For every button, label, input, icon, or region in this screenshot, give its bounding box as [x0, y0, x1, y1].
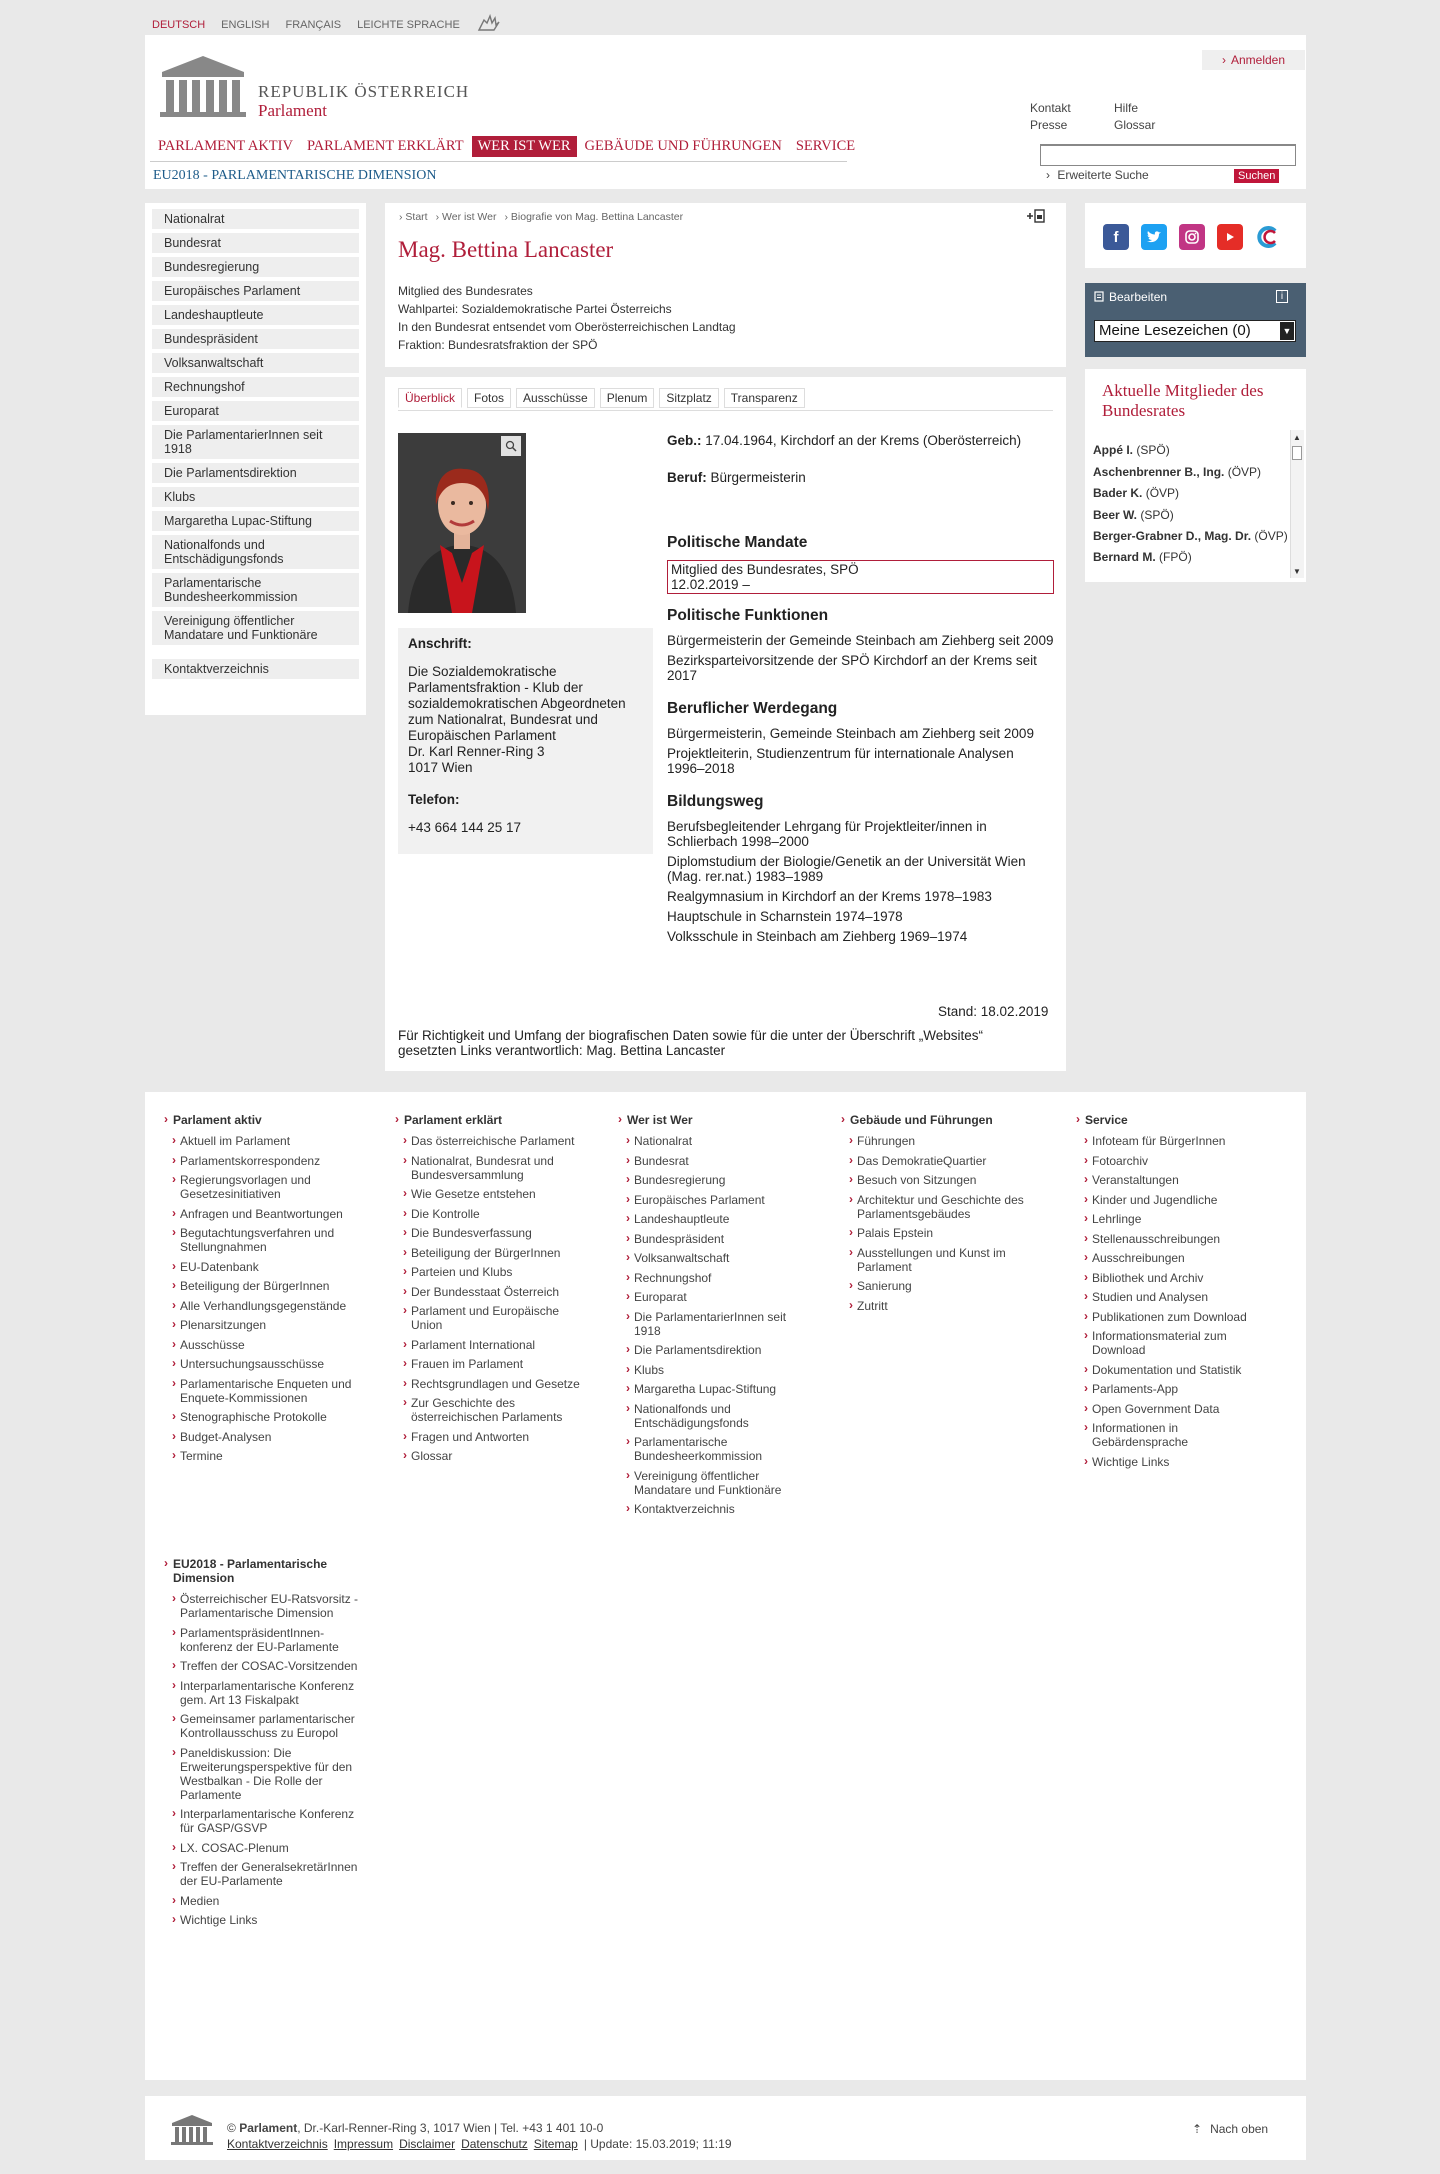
mediathek-icon[interactable]: [1255, 224, 1281, 250]
sitemap-link[interactable]: › Ausschüsse: [160, 1338, 355, 1352]
sitemap-link[interactable]: › Informationen in Gebärdensprache: [1072, 1421, 1267, 1449]
login-button[interactable]: [1202, 50, 1305, 70]
address-heading: Anschrift:: [408, 636, 472, 651]
sidebar-item-vereinigung[interactable]: Vereinigung öffentlicher Mandatare und Funktionäre: [152, 611, 359, 645]
info-icon[interactable]: i: [1276, 290, 1288, 303]
sitemap-link[interactable]: › Europarat: [614, 1290, 809, 1304]
sitemap-link[interactable]: › Vereinigung öffentlicher Mandatare und Funktionäre: [614, 1469, 809, 1497]
sitemap-col-parlament-erklaert: [391, 1113, 586, 1469]
bio-line-fraction: Fraktion: Bundesratsfraktion der SPÖ: [398, 338, 598, 352]
sitemap-link[interactable]: › Dokumentation und Statistik: [1072, 1363, 1267, 1377]
member-party: (ÖVP): [1254, 529, 1288, 543]
nav-service[interactable]: SERVICE: [795, 138, 856, 154]
footer-address-text: , Dr.-Karl-Renner-Ring 3, 1017 Wien | Tel. +43 1 401 10-0: [297, 2121, 604, 2135]
sitemap-link[interactable]: › EU-Datenbank: [160, 1260, 355, 1274]
member-name: Appé I.: [1093, 443, 1134, 457]
sidebar-item-nationalfonds[interactable]: Nationalfonds und Entschädigungsfonds: [152, 535, 359, 569]
sitemap-link[interactable]: › Bibliothek und Archiv: [1072, 1271, 1267, 1285]
logo-title: REPUBLIK ÖSTERREICH: [258, 82, 470, 101]
birth-row: [667, 433, 1054, 448]
export-icon[interactable]: [1026, 208, 1046, 227]
link-glossar[interactable]: Glossar: [1114, 118, 1156, 132]
sitemap-heading[interactable]: › Service: [1072, 1113, 1267, 1127]
profession-label: Beruf:: [667, 470, 707, 485]
bio-details: [667, 433, 1054, 949]
education-item: Diplomstudium der Biologie/Genetik an der Universität Wien (Mag. rer.nat.) 1983–1989: [667, 854, 1026, 884]
sitemap-link[interactable]: › Die Parlamentsdirektion: [614, 1343, 809, 1357]
nav-parlament-erklaert[interactable]: PARLAMENT ERKLÄRT: [306, 138, 464, 154]
sitemap-link[interactable]: › Paneldiskussion: Die Erweiterungsperspektive für den Westbalkan - Die Rolle der Parlamente: [160, 1746, 370, 1802]
sitemap-link[interactable]: › Die Bundesverfassung: [391, 1226, 586, 1240]
sitemap-link[interactable]: › Zutritt: [837, 1299, 1032, 1313]
sitemap-link[interactable]: › Fotoarchiv: [1072, 1154, 1267, 1168]
sidebar-item-volksanwaltschaft[interactable]: Volksanwaltschaft: [152, 353, 359, 373]
sitemap-link[interactable]: › Parlamentskorrespondenz: [160, 1154, 355, 1168]
breadcrumb-wer-ist-wer[interactable]: › Wer ist Wer: [435, 211, 497, 223]
tab-ueberblick[interactable]: Überblick: [398, 388, 462, 408]
stand-date: Stand: 18.02.2019: [938, 1004, 1049, 1019]
footer-link-disclaimer[interactable]: Disclaimer: [399, 2137, 456, 2151]
sidebar-item-klubs[interactable]: Klubs: [152, 487, 359, 507]
list-item[interactable]: [1093, 483, 1289, 505]
profession-row: [667, 470, 1054, 485]
footer-link-impressum[interactable]: Impressum: [333, 2137, 394, 2151]
sitemap-link[interactable]: › Sanierung: [837, 1279, 1032, 1293]
sitemap-link[interactable]: › Anfragen und Beantwortungen: [160, 1207, 355, 1221]
edit-panel-label: Bearbeiten: [1109, 290, 1168, 304]
sitemap-link[interactable]: › Parlaments-App: [1072, 1382, 1267, 1396]
tab-fotos[interactable]: Fotos: [467, 388, 511, 408]
sitemap-link[interactable]: › Rechnungshof: [614, 1271, 809, 1285]
sitemap-link[interactable]: › Nationalrat: [614, 1134, 809, 1148]
member-name: Aschenbrenner B., Ing.: [1093, 464, 1225, 479]
scroll-up-icon[interactable]: ▲: [1293, 432, 1301, 442]
sitemap-link[interactable]: › Wichtige Links: [1072, 1455, 1267, 1469]
login-label: Anmelden: [1230, 53, 1286, 67]
sitemap-link[interactable]: › Open Government Data: [1072, 1402, 1267, 1416]
address-line-3: 1017 Wien: [408, 760, 473, 775]
function-item: Bürgermeisterin der Gemeinde Steinbach am Ziehberg seit 2009: [667, 633, 1054, 648]
address-box: [398, 628, 653, 854]
sitemap-col-service: [1072, 1113, 1267, 1474]
sitemap-link[interactable]: › Volksanwaltschaft: [614, 1251, 809, 1265]
sidebar-item-lupac-stiftung[interactable]: Margaretha Lupac-Stiftung: [152, 511, 359, 531]
sitemap-link[interactable]: › Nationalfonds und Entschädigungsfonds: [614, 1402, 809, 1430]
career-heading: Beruflicher Werdegang: [667, 700, 838, 717]
mandates-heading: Politische Mandate: [667, 534, 808, 551]
sidebar-item-bundesregierung[interactable]: Bundesregierung: [152, 257, 359, 277]
sitemap-col-parlament-aktiv: [160, 1113, 355, 1469]
language-bar: [152, 14, 500, 35]
sitemap-link[interactable]: › Fragen und Antworten: [391, 1430, 586, 1444]
breadcrumb-start[interactable]: › Start: [399, 211, 428, 223]
mandate-box: [667, 560, 1054, 594]
sitemap-heading[interactable]: › Parlament aktiv: [160, 1113, 355, 1127]
career-item: Projektleiterin, Studienzentrum für internationale Analysen 1996–2018: [667, 746, 1014, 776]
back-to-top-label: Nach oben: [1210, 2122, 1269, 2136]
bookmark-icon: [1094, 291, 1104, 302]
phone-heading: Telefon:: [408, 792, 460, 807]
footer-logo-icon: [170, 2114, 214, 2146]
sitemap-link[interactable]: › Bundespräsident: [614, 1232, 809, 1246]
sitemap-link[interactable]: › Budget-Analysen: [160, 1430, 355, 1444]
sidebar-item-bundesheerkommission[interactable]: Parlamentarische Bundesheerkommission: [152, 573, 359, 607]
link-presse[interactable]: Presse: [1030, 118, 1068, 132]
sitemap-link[interactable]: › Beteiligung der BürgerInnen: [391, 1246, 586, 1260]
sitemap-link[interactable]: › Europäisches Parlament: [614, 1193, 809, 1207]
sitemap-link[interactable]: › Treffen der COSAC-Vorsitzenden: [160, 1659, 370, 1673]
sitemap-link[interactable]: › Wichtige Links: [160, 1913, 370, 1927]
lang-english[interactable]: ENGLISH: [221, 18, 270, 31]
nav-gebaeude-fuehrungen[interactable]: GEBÄUDE UND FÜHRUNGEN: [584, 138, 782, 154]
link-kontakt[interactable]: Kontakt: [1030, 101, 1071, 115]
sitemap-link[interactable]: › Frauen im Parlament: [391, 1357, 586, 1371]
zoom-icon[interactable]: [501, 436, 521, 456]
breadcrumb-current-label: Biografie von Mag. Bettina Lancaster: [510, 211, 684, 223]
footer-address: [227, 2121, 603, 2135]
nav-divider: [150, 161, 847, 162]
member-name: Beer W.: [1093, 507, 1138, 522]
chevron-right-icon: ›: [1046, 168, 1050, 182]
search-button[interactable]: Suchen: [1234, 169, 1279, 183]
member-party: (ÖVP): [1145, 486, 1180, 500]
back-to-top-link[interactable]: [1192, 2122, 1268, 2136]
sitemap-link[interactable]: › Beteiligung der BürgerInnen: [160, 1279, 355, 1293]
arrow-up-icon: ⇡: [1192, 2122, 1203, 2136]
lang-leichte-sprache[interactable]: LEICHTE SPRACHE: [357, 18, 460, 31]
list-item[interactable]: [1093, 547, 1289, 569]
nav-parlament-aktiv[interactable]: PARLAMENT AKTIV: [158, 138, 293, 154]
sitemap-link[interactable]: › Parlament International: [391, 1338, 586, 1352]
sitemap-col-eu2018: [160, 1557, 370, 1933]
sitemap-link[interactable]: › Parlament und Europäische Union: [391, 1304, 586, 1332]
sitemap-link[interactable]: › Regierungsvorlagen und Gesetzesinitiativen: [160, 1173, 355, 1201]
tab-plenum[interactable]: Plenum: [600, 388, 655, 408]
list-item[interactable]: [1093, 462, 1289, 484]
scroll-thumb[interactable]: [1292, 446, 1302, 460]
tab-sitzplatz[interactable]: Sitzplatz: [659, 388, 718, 408]
sitemap-link[interactable]: › Aktuell im Parlament: [160, 1134, 355, 1148]
sitemap-link[interactable]: › Studien und Analysen: [1072, 1290, 1267, 1304]
member-name: Bernard M.: [1093, 550, 1156, 564]
facebook-icon[interactable]: f: [1103, 224, 1129, 250]
education-item: Hauptschule in Scharnstein 1974–1978: [667, 909, 903, 924]
utility-links: [1030, 101, 1194, 132]
sitemap-link[interactable]: › Klubs: [614, 1363, 809, 1377]
mandate-date: 12.02.2019 –: [671, 577, 750, 592]
sitemap-link[interactable]: › Ausschreibungen: [1072, 1251, 1267, 1265]
nav-wer-ist-wer[interactable]: WER IST WER: [472, 136, 577, 157]
nav-eu2018[interactable]: EU2018 - PARLAMENTARISCHE DIMENSION: [153, 168, 437, 183]
advanced-search-link[interactable]: [1046, 168, 1149, 182]
sitemap-link[interactable]: › Stenographische Protokolle: [160, 1410, 355, 1424]
breadcrumb-wer-label: Wer ist Wer: [442, 211, 497, 223]
sitemap-link[interactable]: › Begutachtungsverfahren und Stellungnahmen: [160, 1226, 355, 1254]
career-item: Bürgermeisterin, Gemeinde Steinbach am Ziehberg seit 2009: [667, 726, 1034, 741]
sitemap-link[interactable]: › Plenarsitzungen: [160, 1318, 355, 1332]
scroll-down-icon[interactable]: ▼: [1293, 566, 1301, 576]
sitemap-link[interactable]: › Landeshauptleute: [614, 1212, 809, 1226]
education-item: Berufsbegleitender Lehrgang für Projektleiter/innen in Schlierbach 1998–2000: [667, 819, 987, 849]
sitemap-link[interactable]: › Margaretha Lupac-Stiftung: [614, 1382, 809, 1396]
edit-panel-title: [1094, 290, 1167, 304]
address-line-2: Dr. Karl Renner-Ring 3: [408, 744, 545, 759]
sidebar-item-europaeisches-parlament[interactable]: Europäisches Parlament: [152, 281, 359, 301]
youtube-icon[interactable]: [1217, 224, 1243, 250]
education-item: Volksschule in Steinbach am Ziehberg 1969–1974: [667, 929, 968, 944]
sitemap-link[interactable]: › Kontaktverzeichnis: [614, 1502, 809, 1516]
sitemap-heading[interactable]: › EU2018 - Parlamentarische Dimension: [160, 1557, 370, 1585]
sitemap-link[interactable]: › Architektur und Geschichte des Parlamentsgebäudes: [837, 1193, 1032, 1221]
main-nav: [152, 136, 863, 157]
list-item[interactable]: [1093, 440, 1289, 462]
sitemap-link[interactable]: › Führungen: [837, 1134, 1032, 1148]
bio-line-party: Wahlpartei: Sozialdemokratische Partei Österreichs: [398, 302, 672, 316]
sitemap-link[interactable]: › Untersuchungsausschüsse: [160, 1357, 355, 1371]
member-name: Bader K.: [1093, 486, 1143, 500]
sitemap-link[interactable]: › Das österreichische Parlament: [391, 1134, 586, 1148]
sitemap-link[interactable]: › LX. COSAC-Plenum: [160, 1841, 370, 1855]
footer-link-kontaktverzeichnis[interactable]: Kontaktverzeichnis: [227, 2137, 328, 2151]
sitemap-link[interactable]: › Die ParlamentarierInnen seit 1918: [614, 1310, 809, 1338]
sitemap-link[interactable]: › Termine: [160, 1449, 355, 1463]
sitemap-link[interactable]: › Zur Geschichte des österreichischen Parlaments: [391, 1396, 586, 1424]
breadcrumb-current: › Biografie von Mag. Bettina Lancaster: [504, 211, 684, 223]
sitemap-link[interactable]: › Das DemokratieQuartier: [837, 1154, 1032, 1168]
chevron-down-icon[interactable]: ▼: [1280, 322, 1294, 340]
sitemap-link[interactable]: › Bundesrat: [614, 1154, 809, 1168]
sidebar-item-rechnungshof[interactable]: Rechnungshof: [152, 377, 359, 397]
bio-line-role: Mitglied des Bundesrates: [398, 284, 533, 298]
lang-deutsch[interactable]: DEUTSCH: [152, 18, 206, 31]
tab-transparenz[interactable]: Transparenz: [724, 388, 805, 408]
sitemap-col-gebaeude: [837, 1113, 1032, 1318]
phone-number[interactable]: +43 664 144 25 17: [408, 820, 521, 835]
twitter-icon[interactable]: [1141, 224, 1167, 250]
mandate-title: Mitglied des Bundesrates, SPÖ: [671, 562, 859, 577]
instagram-icon[interactable]: [1179, 224, 1205, 250]
sitemap-link[interactable]: › Parlamentarische Bundesheerkommission: [614, 1435, 809, 1463]
bio-summary: [398, 282, 736, 354]
sitemap-link[interactable]: › Rechtsgrundlagen und Gesetze: [391, 1377, 586, 1391]
bookmarks-select[interactable]: Meine Lesezeichen (0): [1094, 320, 1296, 342]
sidebar-item-europarat[interactable]: Europarat: [152, 401, 359, 421]
list-item[interactable]: [1093, 529, 1289, 544]
copyright: ©: [227, 2121, 236, 2135]
sitemap-link[interactable]: › Parteien und Klubs: [391, 1265, 586, 1279]
logo-subtitle: Parlament: [258, 101, 327, 120]
bio-tabs: [398, 388, 805, 408]
sitemap-link[interactable]: › Interparlamentarische Konferenz für GASP/GSVP: [160, 1807, 370, 1835]
portrait-photo[interactable]: [398, 433, 526, 613]
tab-ausschuesse[interactable]: Ausschüsse: [516, 388, 595, 408]
footer-update: | Update: 15.03.2019; 11:19: [583, 2137, 732, 2151]
lang-francais[interactable]: FRANÇAIS: [285, 18, 342, 31]
sitemap-link[interactable]: › Wie Gesetze entstehen: [391, 1187, 586, 1201]
sitemap-link[interactable]: › Medien: [160, 1894, 370, 1908]
bio-line-delegation: In den Bundesrat entsendet vom Oberösterreichischen Landtag: [398, 320, 736, 334]
sitemap-link[interactable]: › Interparlamentarische Konferenz gem. Art 13 Fiskalpakt: [160, 1679, 370, 1707]
sitemap-link[interactable]: › Die Kontrolle: [391, 1207, 586, 1221]
member-party: (SPÖ): [1140, 507, 1174, 522]
member-name: Berger-Grabner D., Mag. Dr.: [1093, 529, 1252, 543]
sitemap-col-wer-ist-wer: [614, 1113, 809, 1522]
birth-value: 17.04.1964, Kirchdorf an der Krems (Oberösterreich): [705, 433, 1022, 448]
sidebar-item-bundesrat[interactable]: Bundesrat: [152, 233, 359, 253]
sitemap-link[interactable]: › Österreichischer EU-Ratsvorsitz - Parlamentarische Dimension: [160, 1592, 370, 1620]
member-party: (FPÖ): [1159, 550, 1192, 564]
sitemap-link[interactable]: › Gemeinsamer parlamentarischer Kontrollausschuss zu Europol: [160, 1712, 370, 1740]
sitemap-link[interactable]: › Infoteam für BürgerInnen: [1072, 1134, 1267, 1148]
member-party: (ÖVP): [1227, 464, 1262, 479]
sitemap-link[interactable]: › Lehrlinge: [1072, 1212, 1267, 1226]
page-title: Mag. Bettina Lancaster: [398, 237, 614, 262]
profession-value: Bürgermeisterin: [710, 470, 806, 485]
sitemap-link[interactable]: › ParlamentspräsidentInnen-konferenz der EU-Parlamente: [160, 1626, 370, 1654]
sign-language-icon[interactable]: [476, 14, 500, 35]
function-item: Bezirksparteivorsitzende der SPÖ Kirchdorf an der Krems seit 2017: [667, 653, 1037, 683]
footer-link-datenschutz[interactable]: Datenschutz: [461, 2137, 528, 2151]
sidebar-item-bundespraesident[interactable]: Bundespräsident: [152, 329, 359, 349]
sitemap-link[interactable]: › Nationalrat, Bundesrat und Bundesversammlung: [391, 1154, 586, 1182]
sitemap-link[interactable]: › Palais Epstein: [837, 1226, 1032, 1240]
sidebar-item-nationalrat[interactable]: Nationalrat: [152, 209, 359, 229]
sitemap-link[interactable]: › Veranstaltungen: [1072, 1173, 1267, 1187]
parliament-logo-icon[interactable]: [158, 54, 248, 118]
sitemap-link[interactable]: › Ausstellungen und Kunst im Parlament: [837, 1246, 1032, 1274]
sitemap-link[interactable]: › Stellenausschreibungen: [1072, 1232, 1267, 1246]
sidebar-item-parlamentsdirektion[interactable]: Die Parlamentsdirektion: [152, 463, 359, 483]
breadcrumb-start-label: Start: [405, 211, 428, 223]
responsibility-note: Für Richtigkeit und Umfang der biografischen Daten sowie für die unter der Überschrift „Websites“ gesetzten Links verantwortlich: Mag. Bettina Lancaster: [398, 1028, 984, 1058]
sitemap-link[interactable]: › Alle Verhandlungsgegenstände: [160, 1299, 355, 1313]
education-heading: Bildungsweg: [667, 793, 764, 810]
sidebar: [145, 203, 366, 715]
breadcrumb: [399, 211, 683, 223]
functions-heading: Politische Funktionen: [667, 607, 829, 624]
link-hilfe[interactable]: Hilfe: [1114, 101, 1139, 115]
advanced-search-label: Erweiterte Suche: [1057, 168, 1149, 182]
address-line-1: Die Sozialdemokratische Parlamentsfraktion - Klub der sozialdemokratischen Abgeordneten zum Nationalrat, Bundesrat und Europäischen Parlament: [408, 664, 626, 743]
sitemap-link[interactable]: › Der Bundesstaat Österreich: [391, 1285, 586, 1299]
sitemap-link[interactable]: › Bundesregierung: [614, 1173, 809, 1187]
sitemap-heading[interactable]: › Gebäude und Führungen: [837, 1113, 1032, 1127]
sidebar-item-parlamentarierinnen[interactable]: Die ParlamentarierInnen seit 1918: [152, 425, 359, 459]
members-list: [1093, 440, 1289, 577]
sitemap-link[interactable]: › Besuch von Sitzungen: [837, 1173, 1032, 1187]
sitemap-link[interactable]: › Glossar: [391, 1449, 586, 1463]
search-input[interactable]: [1040, 144, 1296, 166]
list-item[interactable]: [1093, 505, 1289, 527]
birth-label: Geb.:: [667, 433, 702, 448]
footer-link-sitemap[interactable]: Sitemap: [533, 2137, 578, 2151]
tabs-divider: [398, 410, 1053, 411]
member-party: (SPÖ): [1136, 443, 1170, 457]
sitemap-heading[interactable]: › Wer ist Wer: [614, 1113, 809, 1127]
members-title: Aktuelle Mitglieder des Bundesrates: [1102, 381, 1264, 420]
sitemap-link[interactable]: › Treffen der GeneralsekretärInnen der EU-Parlamente: [160, 1860, 370, 1888]
sidebar-item-landeshauptleute[interactable]: Landeshauptleute: [152, 305, 359, 325]
sidebar-item-kontaktverzeichnis[interactable]: Kontaktverzeichnis: [152, 659, 359, 679]
sitemap-heading[interactable]: › Parlament erklärt: [391, 1113, 586, 1127]
sitemap-link[interactable]: › Kinder und Jugendliche: [1072, 1193, 1267, 1207]
sitemap-link[interactable]: › Informationsmaterial zum Download: [1072, 1329, 1267, 1357]
footer-links: [227, 2137, 732, 2151]
footer-org: Parlament: [239, 2121, 298, 2135]
sitemap-link[interactable]: › Publikationen zum Download: [1072, 1310, 1267, 1324]
sitemap-link[interactable]: › Parlamentarische Enqueten und Enquete-Kommissionen: [160, 1377, 355, 1405]
education-item: Realgymnasium in Kirchdorf an der Krems 1978–1983: [667, 889, 992, 904]
chevron-right-icon: ›: [1221, 53, 1226, 67]
